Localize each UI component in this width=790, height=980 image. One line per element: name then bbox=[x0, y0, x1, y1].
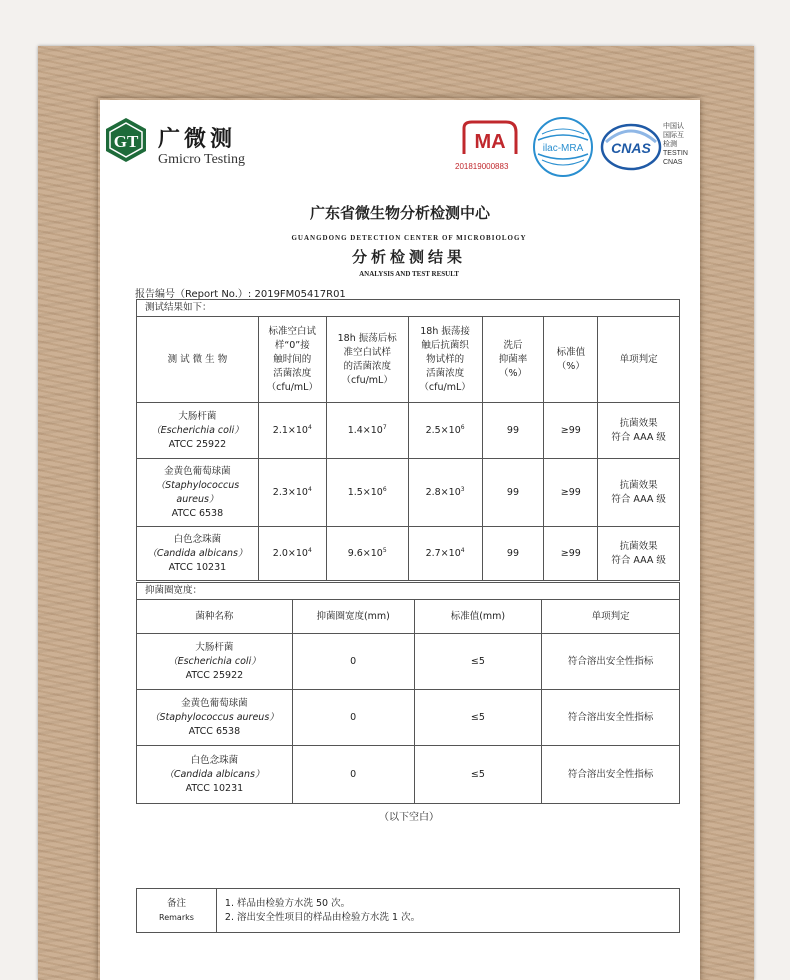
antibacterial-result-table bbox=[136, 299, 680, 581]
table-row bbox=[137, 746, 680, 804]
value-cell: $1.4\times 10^7$ bbox=[326, 403, 408, 459]
table-row bbox=[137, 690, 680, 746]
standard-cell: ≥99 bbox=[544, 527, 598, 581]
remarks-label: 备注 Remarks bbox=[137, 889, 217, 933]
table-row bbox=[137, 403, 680, 459]
section-label: 抑菌圈宽度： bbox=[137, 583, 680, 600]
header-organism: 测 试 微 生 物 bbox=[137, 317, 259, 403]
header-col5: 标准值 （%） bbox=[544, 317, 598, 403]
value-cell: $2.0\times 10^4$ bbox=[258, 527, 326, 581]
brand-name-en: Gmicro Testing bbox=[158, 152, 246, 167]
width-cell: 0 bbox=[292, 746, 414, 804]
value-cell: $1.5\times 10^6$ bbox=[326, 459, 408, 527]
header-col6: 单项判定 bbox=[598, 317, 680, 403]
rate-cell: 99 bbox=[482, 527, 544, 581]
inhibition-zone-table bbox=[136, 582, 680, 804]
header-col1: 标准空白试 样“0”接 触时间的 活菌浓度 （cfu/mL） bbox=[258, 317, 326, 403]
value-cell: $2.8\times 10^3$ bbox=[408, 459, 482, 527]
width-cell: 0 bbox=[292, 690, 414, 746]
organism-cell: 金黄色葡萄球菌 （Staphylococcus aureus） ATCC 6538 bbox=[137, 690, 293, 746]
standard-cell: ≤5 bbox=[414, 690, 542, 746]
center-title-cn: 广东省微生物分析检测中心 bbox=[309, 204, 490, 222]
cnas-text: CNAS bbox=[611, 140, 651, 156]
table-row bbox=[137, 527, 680, 581]
header-col2: 18h 振荡后标 准空白试样 的活菌浓度 （cfu/mL） bbox=[326, 317, 408, 403]
table-row bbox=[137, 459, 680, 527]
header-standard: 标准值(mm) bbox=[414, 600, 542, 634]
ilac-mra-seal-icon bbox=[532, 116, 594, 178]
organism-cell: 白色念珠菌 （Candida albicans） ATCC 10231 bbox=[137, 527, 259, 581]
remarks-table bbox=[136, 888, 680, 933]
ilac-text: ilac-MRA bbox=[542, 143, 584, 154]
rate-cell: 99 bbox=[482, 403, 544, 459]
brand-name-cn: 广微测 bbox=[158, 127, 237, 152]
header-verdict: 单项判定 bbox=[542, 600, 680, 634]
cnas-seal-icon bbox=[600, 122, 662, 172]
organism-cell: 白色念珠菌 （Candida albicans） ATCC 10231 bbox=[137, 746, 293, 804]
width-cell: 0 bbox=[292, 634, 414, 690]
rate-cell: 99 bbox=[482, 459, 544, 527]
verdict-cell: 抗菌效果 符合 AAA 级 bbox=[598, 403, 680, 459]
header-species: 菌种名称 bbox=[137, 600, 293, 634]
result-title-en: ANALYSIS AND TEST RESULT bbox=[359, 270, 459, 278]
value-cell: $2.3\times 10^4$ bbox=[258, 459, 326, 527]
gt-logo-icon bbox=[102, 116, 150, 164]
verdict-cell: 符合溶出安全性指标 bbox=[542, 746, 680, 804]
organism-cell: 大肠杆菌 （Escherichia coli） ATCC 25922 bbox=[137, 403, 259, 459]
report-paper bbox=[100, 100, 700, 980]
verdict-cell: 符合溶出安全性指标 bbox=[542, 634, 680, 690]
value-cell: $2.7\times 10^4$ bbox=[408, 527, 482, 581]
standard-cell: ≥99 bbox=[544, 459, 598, 527]
header-col4: 洗后 抑菌率 （%） bbox=[482, 317, 544, 403]
cma-number: 201819000883 bbox=[455, 162, 509, 171]
table-row bbox=[137, 634, 680, 690]
organism-cell: 大肠杆菌 （Escherichia coli） ATCC 25922 bbox=[137, 634, 293, 690]
value-cell: $2.5\times 10^6$ bbox=[408, 403, 482, 459]
cma-seal-icon bbox=[460, 118, 520, 158]
remarks-content: 1. 样品由检验方水洗 50 次。 2. 溶出安全性项目的样品由检验方水洗 1 次。 bbox=[216, 889, 679, 933]
organism-cell: 金黄色葡萄球菌 （Staphylococcus aureus） ATCC 6538 bbox=[137, 459, 259, 527]
value-cell: $2.1\times 10^4$ bbox=[258, 403, 326, 459]
standard-cell: ≤5 bbox=[414, 634, 542, 690]
section-label: 测试结果如下： bbox=[137, 300, 680, 317]
table-header-row bbox=[137, 600, 680, 634]
center-title-en: GUANGDONG DETECTION CENTER OF MICROBIOLOGY bbox=[291, 234, 527, 242]
header-col3: 18h 振荡接 触后抗菌织 物试样的 活菌浓度 （cfu/mL） bbox=[408, 317, 482, 403]
standard-cell: ≥99 bbox=[544, 403, 598, 459]
shop-watermark: shop225589v7514i9.1688.com bbox=[398, 934, 685, 956]
cma-text: MA bbox=[474, 131, 506, 153]
blank-below-note: （以下空白） bbox=[379, 812, 439, 823]
cert-side-text: 中国认 国际互 检测 TESTIN CNAS bbox=[663, 123, 688, 166]
verdict-cell: 抗菌效果 符合 AAA 级 bbox=[598, 527, 680, 581]
verdict-cell: 抗菌效果 符合 AAA 级 bbox=[598, 459, 680, 527]
table-header-row bbox=[137, 317, 680, 403]
value-cell: $9.6\times 10^5$ bbox=[326, 527, 408, 581]
verdict-cell: 符合溶出安全性指标 bbox=[542, 690, 680, 746]
standard-cell: ≤5 bbox=[414, 746, 542, 804]
header-width: 抑菌圈宽度(mm) bbox=[292, 600, 414, 634]
report-number: 报告编号（Report No.）: 2019FM05417R01 bbox=[135, 289, 346, 300]
result-title-cn: 分析检测结果 bbox=[351, 248, 466, 266]
logo-text: GT bbox=[113, 132, 139, 151]
